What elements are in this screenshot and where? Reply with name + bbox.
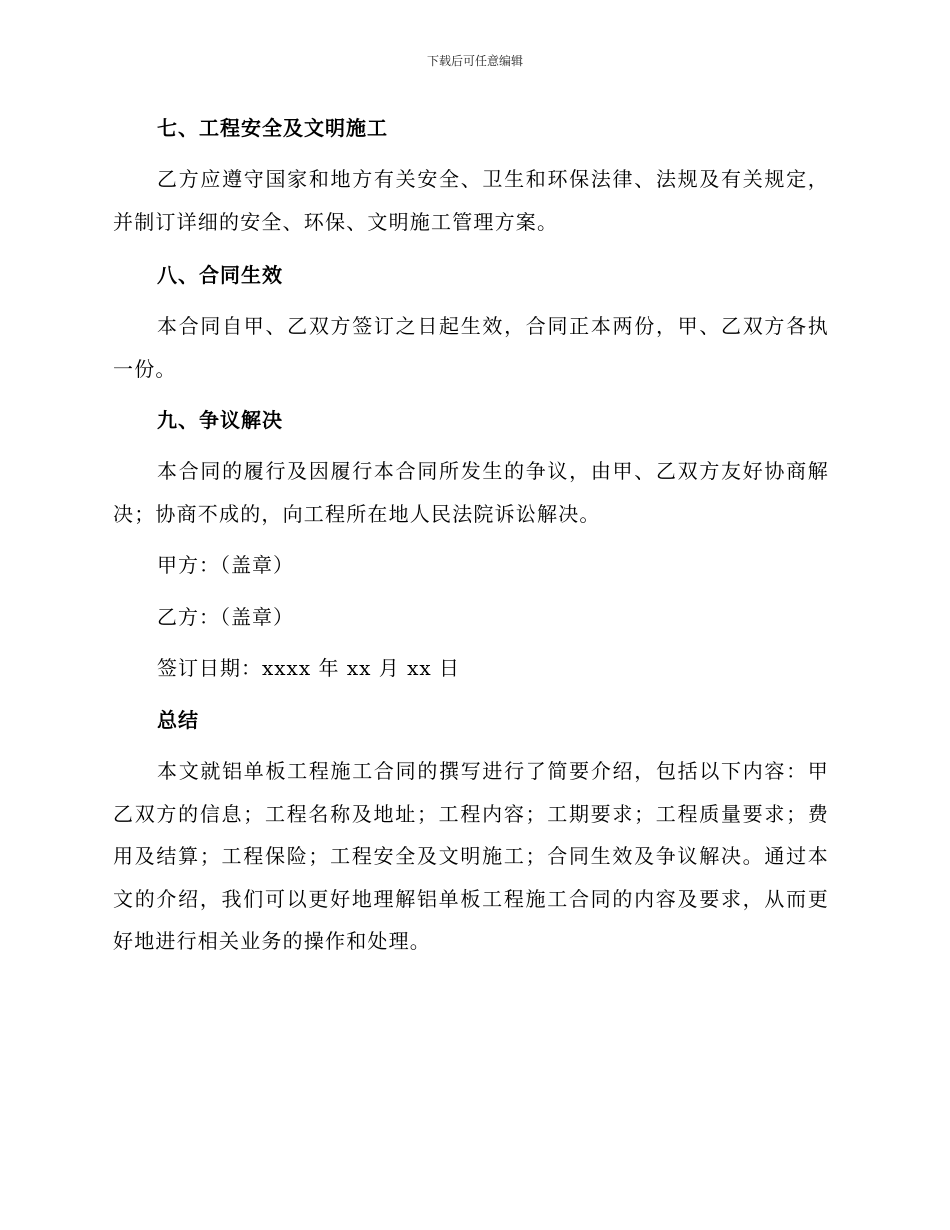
section-body-effect: 本合同自甲、乙双方签订之日起生效，合同正本两份，甲、乙双方各执一份。 [113, 314, 829, 381]
party-b-seal: 乙方：（盖章） [157, 605, 294, 629]
section-heading-safety: 七、工程安全及文明施工 [157, 116, 388, 140]
header-note: 下载后可任意编辑 [426, 54, 523, 68]
section-heading-dispute: 九、争议解决 [157, 408, 283, 432]
signing-date: 签订日期：xxxx 年 xx 月 xx 日 [157, 656, 461, 680]
section-body-dispute: 本合同的履行及因履行本合同所发生的争议，由甲、乙双方友好协商解决；协商不成的，向工程所在地人民法院诉讼解决。 [113, 459, 829, 526]
section-heading-effect: 八、合同生效 [157, 263, 283, 287]
section-body-safety: 乙方应遵守国家和地方有关安全、卫生和环保法律、法规及有关规定，并制订详细的安全、环保、文明施工管理方案。 [113, 167, 829, 234]
summary-body: 本文就铝单板工程施工合同的撰写进行了简要介绍，包括以下内容：甲乙双方的信息；工程名称及地址；工程内容；工期要求；工程质量要求；费用及结算；工程保险；工程安全及文明施工；合同生效及争议解决。通过本文的介绍，我们可以更好地理解铝单板工程施工合同的内容及要求，从而更好地进行相关业务的操作和处理。 [113, 759, 829, 953]
summary-heading: 总结 [157, 708, 199, 732]
party-a-seal: 甲方：（盖章） [157, 553, 294, 577]
